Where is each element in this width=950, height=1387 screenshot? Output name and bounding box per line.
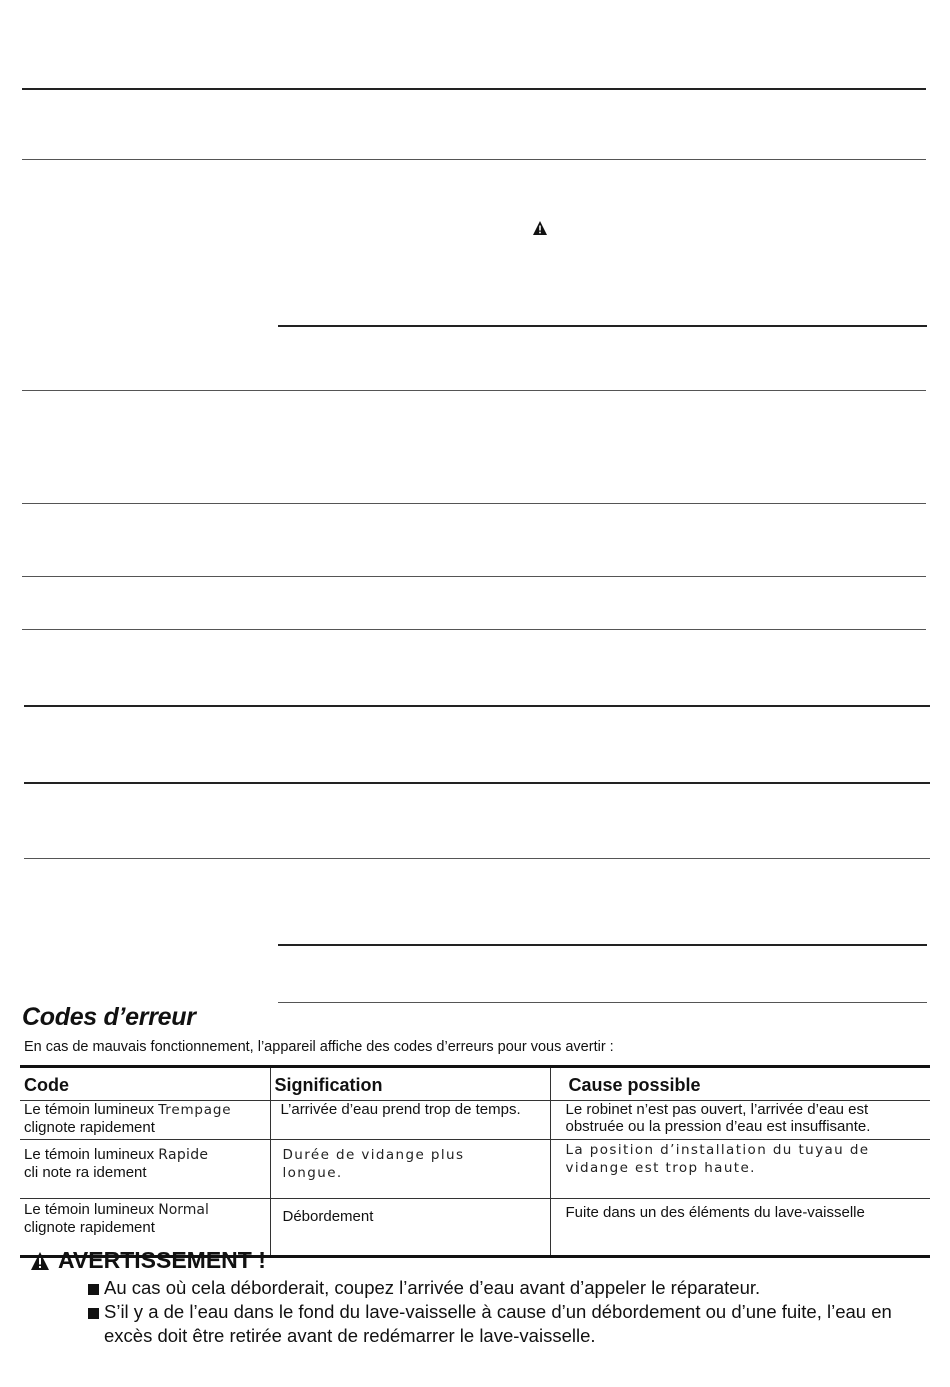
table-header-row <box>20 1067 930 1101</box>
code-suffix: cli note ra idement <box>24 1164 147 1181</box>
table-row <box>20 1140 930 1199</box>
table-rule <box>22 390 926 391</box>
table-rule <box>22 576 926 577</box>
code-suffix: clignote rapidement <box>24 1119 155 1136</box>
code-cell <box>20 1140 270 1199</box>
error-codes-table <box>20 1065 930 1258</box>
table-rule <box>24 782 930 784</box>
cause-text: Fuite dans un des éléments du lave-vaisselle <box>565 1204 865 1221</box>
cause-cell <box>550 1101 930 1140</box>
warning-title: AVERTISSEMENT ! <box>58 1247 266 1273</box>
table-rule <box>278 1002 927 1003</box>
section-title: Codes d’erreur <box>22 1003 196 1031</box>
code-program: Rapide <box>158 1147 209 1163</box>
table-rule <box>278 325 927 327</box>
table-rule <box>22 629 926 630</box>
table-rule <box>22 159 926 160</box>
cause-text: Le robinet n’est pas ouvert, l’arrivée d’eau est obstruée ou la pression d’eau est insuffisante. <box>565 1101 871 1135</box>
code-prefix: Le témoin lumineux <box>24 1101 155 1118</box>
table-rule <box>24 705 930 707</box>
header-cause: Cause possible <box>550 1067 930 1101</box>
table-rule <box>22 88 926 90</box>
header-code: Code <box>20 1067 270 1101</box>
warning-list <box>30 1276 930 1348</box>
cause-cell <box>550 1140 930 1199</box>
table-row <box>20 1101 930 1140</box>
list-item: S’il y a de l’eau dans le fond du lave-vaisselle à cause d’un débordement ou d’une fuite, l’eau en excès doit être retirée avant de redémarrer le lave-vaisselle. <box>88 1300 930 1348</box>
code-suffix: clignote rapidement <box>24 1219 155 1236</box>
table-rule <box>22 503 926 504</box>
list-item: Au cas où cela déborderait, coupez l’arrivée d’eau avant d’appeler le réparateur. <box>88 1276 930 1300</box>
meaning-cell <box>270 1140 550 1199</box>
meaning-text: L’arrivée d’eau prend trop de temps. <box>280 1101 521 1118</box>
cause-text: La position d’installation du tuyau de vidange est trop haute. <box>565 1142 870 1176</box>
meaning-cell <box>270 1101 550 1140</box>
meaning-text: Débordement <box>282 1208 374 1225</box>
section-intro: En cas de mauvais fonctionnement, l’appareil affiche des codes d’erreurs pour vous avertir : <box>24 1039 614 1055</box>
warning-block <box>30 1247 930 1348</box>
table-rule <box>278 944 927 946</box>
code-prefix: Le témoin lumineux <box>24 1201 155 1218</box>
table-rule <box>24 858 930 859</box>
warning-heading <box>30 1247 930 1274</box>
header-meaning: Signification <box>270 1067 550 1101</box>
code-prefix: Le témoin lumineux <box>24 1146 155 1163</box>
code-cell <box>20 1101 270 1140</box>
code-program: Trempage <box>158 1102 232 1118</box>
warning-icon <box>30 1251 50 1271</box>
code-program: Normal <box>158 1202 209 1218</box>
meaning-text: Durée de vidange plus longue. <box>282 1147 465 1181</box>
warning-icon <box>532 220 548 236</box>
